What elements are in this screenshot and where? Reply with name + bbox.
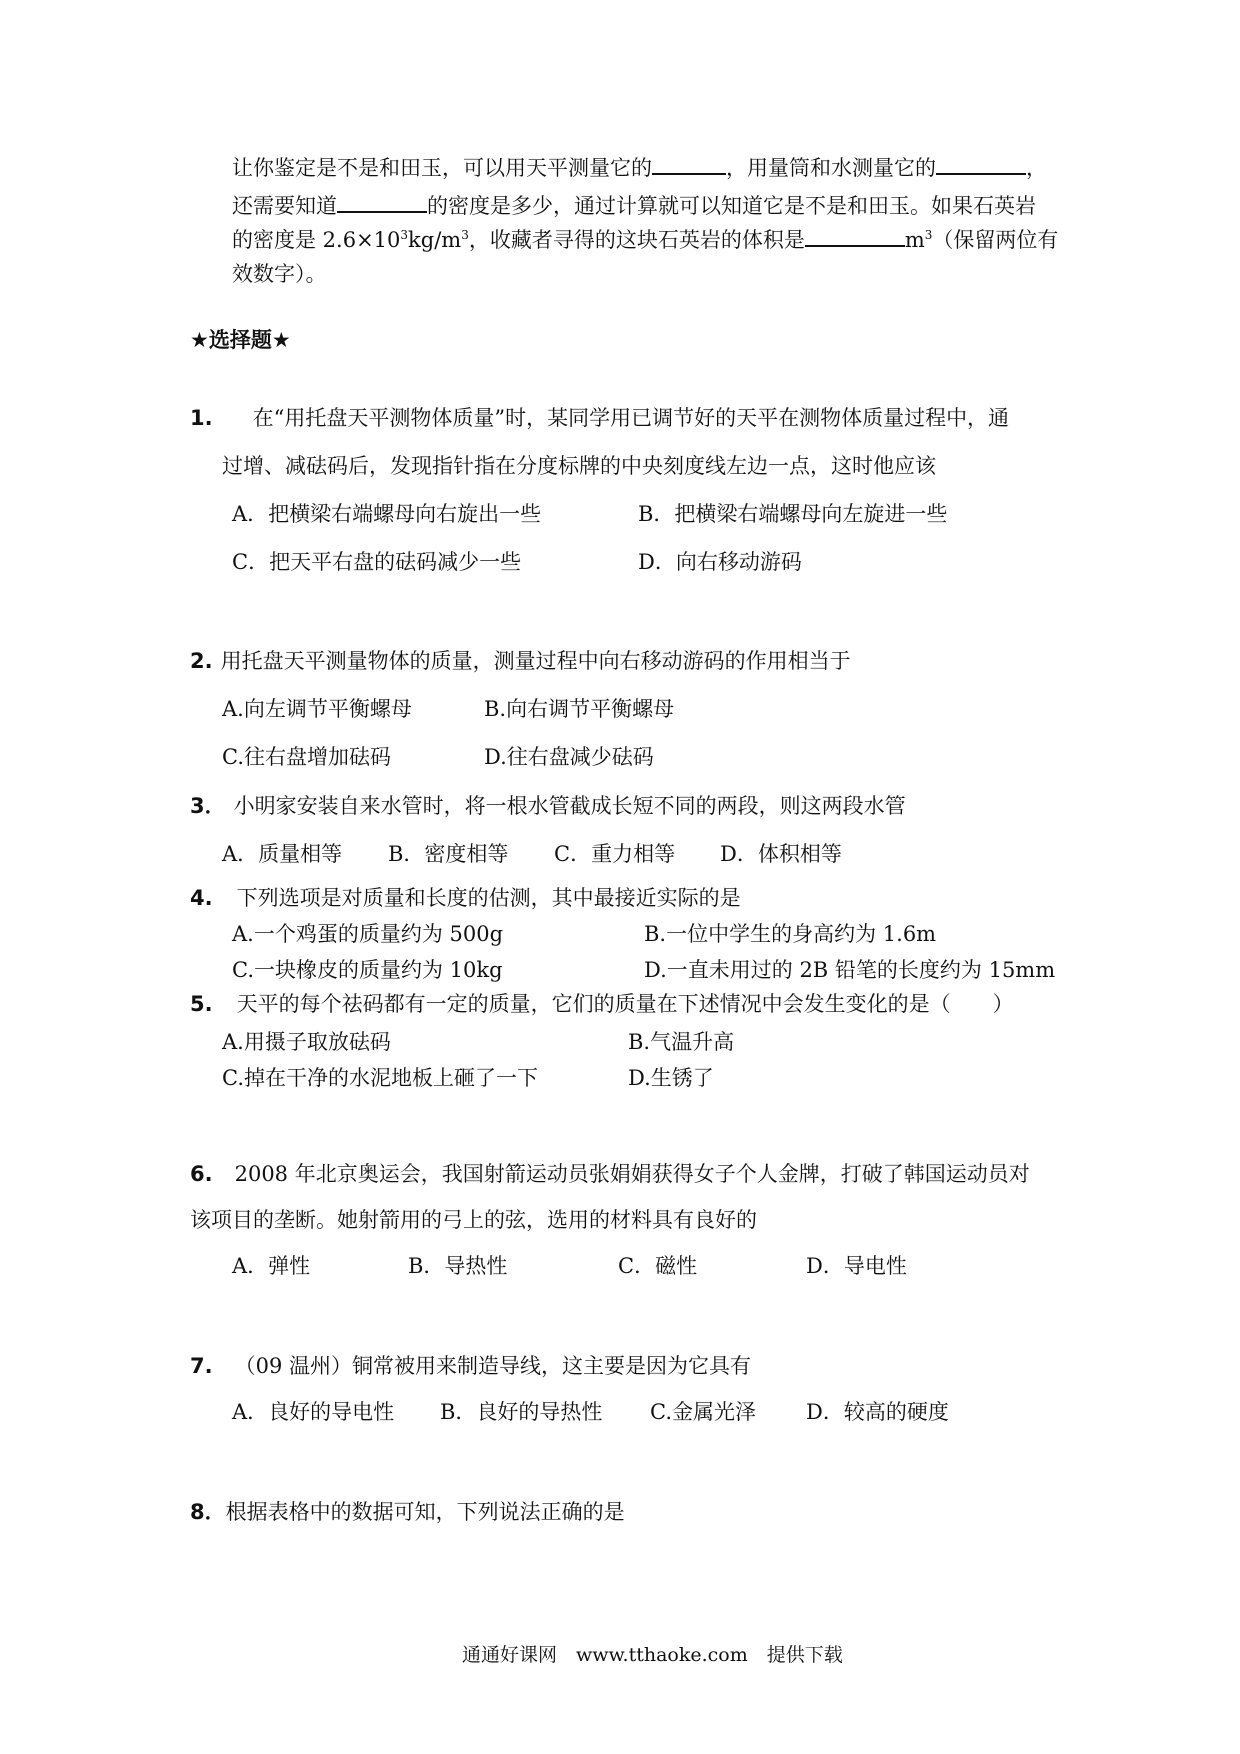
question-number: 3． [190, 794, 226, 818]
option-d: D．较高的硬度 [806, 1400, 949, 1424]
option-d: D．向右移动游码 [638, 550, 802, 574]
option-c: C.往右盘增加砝码 [222, 745, 391, 769]
question-4-line-1 [190, 882, 741, 912]
option-c: C．把天平右盘的砝码减少一些 [232, 550, 522, 574]
question-6-line-2: 该项目的垄断。她射箭用的弓上的弦，选用的材料具有良好的 [190, 1208, 757, 1232]
exponent: 3 [461, 228, 469, 242]
option-b: B.向右调节平衡螺母 [484, 697, 675, 721]
question-number: 8． [190, 1500, 226, 1524]
option-d: D．导电性 [806, 1254, 907, 1278]
question-number: 5. [190, 992, 213, 1016]
option-a: A．良好的导电性 [232, 1400, 395, 1424]
option-a: A．把横梁右端螺母向右旋出一些 [232, 502, 542, 526]
option-a: A．弹性 [232, 1254, 311, 1278]
intro-text: m [904, 228, 925, 252]
intro-text: 还需要知道 [232, 194, 337, 218]
intro-text: （保留两位有 [932, 228, 1059, 252]
option-c: C．重力相等 [554, 842, 676, 866]
exponent: 3 [924, 228, 933, 242]
question-text: 在“用托盘天平测物体质量”时，某同学用已调节好的天平在测物体质量过程中，通 [252, 406, 1010, 430]
answer-blank [652, 153, 726, 175]
option-c: C.金属光泽 [650, 1400, 756, 1424]
question-7-line-1 [190, 1350, 751, 1380]
option-b: B.一位中学生的身高约为 1.6m [644, 922, 937, 946]
question-6-line-1 [190, 1158, 1030, 1188]
intro-line-1 [232, 152, 1047, 182]
intro-text: 效数字）。 [232, 262, 327, 286]
page-footer: 通通好课网 www.tthaoke.com 提供下载 [462, 1644, 843, 1666]
intro-text: 让你鉴定是不是和田玉，可以用天平测量它的 [232, 156, 652, 180]
option-b: B．把横梁右端螺母向左旋进一些 [638, 502, 948, 526]
question-2-line-1 [190, 645, 851, 675]
question-text: 下列选项是对质量和长度的估测，其中最接近实际的是 [236, 886, 741, 910]
option-a: A.向左调节平衡螺母 [222, 697, 412, 721]
intro-text: ， [1026, 156, 1047, 180]
question-number: 6. [190, 1162, 213, 1186]
option-b: B．良好的导热性 [440, 1400, 603, 1424]
answer-blank [805, 225, 905, 247]
intro-text: kg/m [408, 228, 462, 252]
question-1-line-1 [190, 402, 1009, 432]
intro-line-2 [232, 190, 1036, 220]
option-a: A.一个鸡蛋的质量约为 500g [232, 922, 504, 946]
question-number: 4. [190, 886, 213, 910]
option-c: C．磁性 [618, 1254, 698, 1278]
answer-blank [337, 191, 427, 213]
intro-text: 的密度是 2.6×10 [232, 228, 401, 252]
question-number: 7. [190, 1354, 213, 1378]
question-text: 天平的每个祛码都有一定的质量，它们的质量在下述情况中会发生变化的是（ ） [236, 992, 1014, 1016]
intro-text: ，用量筒和水测量它的 [726, 156, 936, 180]
question-text: 根据表格中的数据可知，下列说法正确的是 [225, 1500, 625, 1524]
question-number: 2. [190, 649, 213, 673]
option-a: A．质量相等 [222, 842, 343, 866]
option-b: B.气温升高 [628, 1030, 735, 1054]
exponent: 3 [400, 228, 409, 242]
question-text: （09 温州）铜常被用来制造导线，这主要是因为它具有 [234, 1354, 751, 1378]
question-8-line-1 [190, 1496, 625, 1526]
option-d: D.往右盘减少砝码 [484, 745, 654, 769]
question-5-line-1 [190, 988, 1014, 1018]
question-1-line-2: 过增、减砝码后，发现指针指在分度标牌的中央刻度线左边一点，这时他应该 [222, 454, 936, 478]
option-d: D．体积相等 [720, 842, 842, 866]
option-b: B．导热性 [408, 1254, 508, 1278]
question-3-line-1 [190, 790, 906, 820]
intro-text: 的密度是多少，通过计算就可以知道它是不是和田玉。如果石英岩 [427, 194, 1036, 218]
question-text: 小明家安装自来水管时，将一根水管截成长短不同的两段，则这两段水管 [233, 794, 906, 818]
question-number: 1. [190, 406, 213, 430]
option-c: C.一块橡皮的质量约为 10kg [232, 958, 503, 982]
question-text: 用托盘天平测量物体的质量，测量过程中向右移动游码的作用相当于 [220, 649, 851, 673]
intro-line-3 [232, 224, 1058, 254]
option-d: D.生锈了 [628, 1066, 714, 1090]
option-c: C.掉在干净的水泥地板上砸了一下 [222, 1066, 538, 1090]
intro-line-4 [232, 258, 327, 288]
intro-text: ，收藏者寻得的这块石英岩的体积是 [468, 228, 805, 252]
answer-blank [936, 153, 1026, 175]
option-a: A.用摄子取放砝码 [222, 1030, 391, 1054]
section-title: ★选择题★ [190, 328, 291, 352]
option-d: D.一直未用过的 2B 铅笔的长度约为 15mm [644, 958, 1056, 982]
question-text: 2008 年北京奥运会，我国射箭运动员张娟娟获得女子个人金牌，打破了韩国运动员对 [234, 1162, 1030, 1186]
option-b: B．密度相等 [388, 842, 509, 866]
